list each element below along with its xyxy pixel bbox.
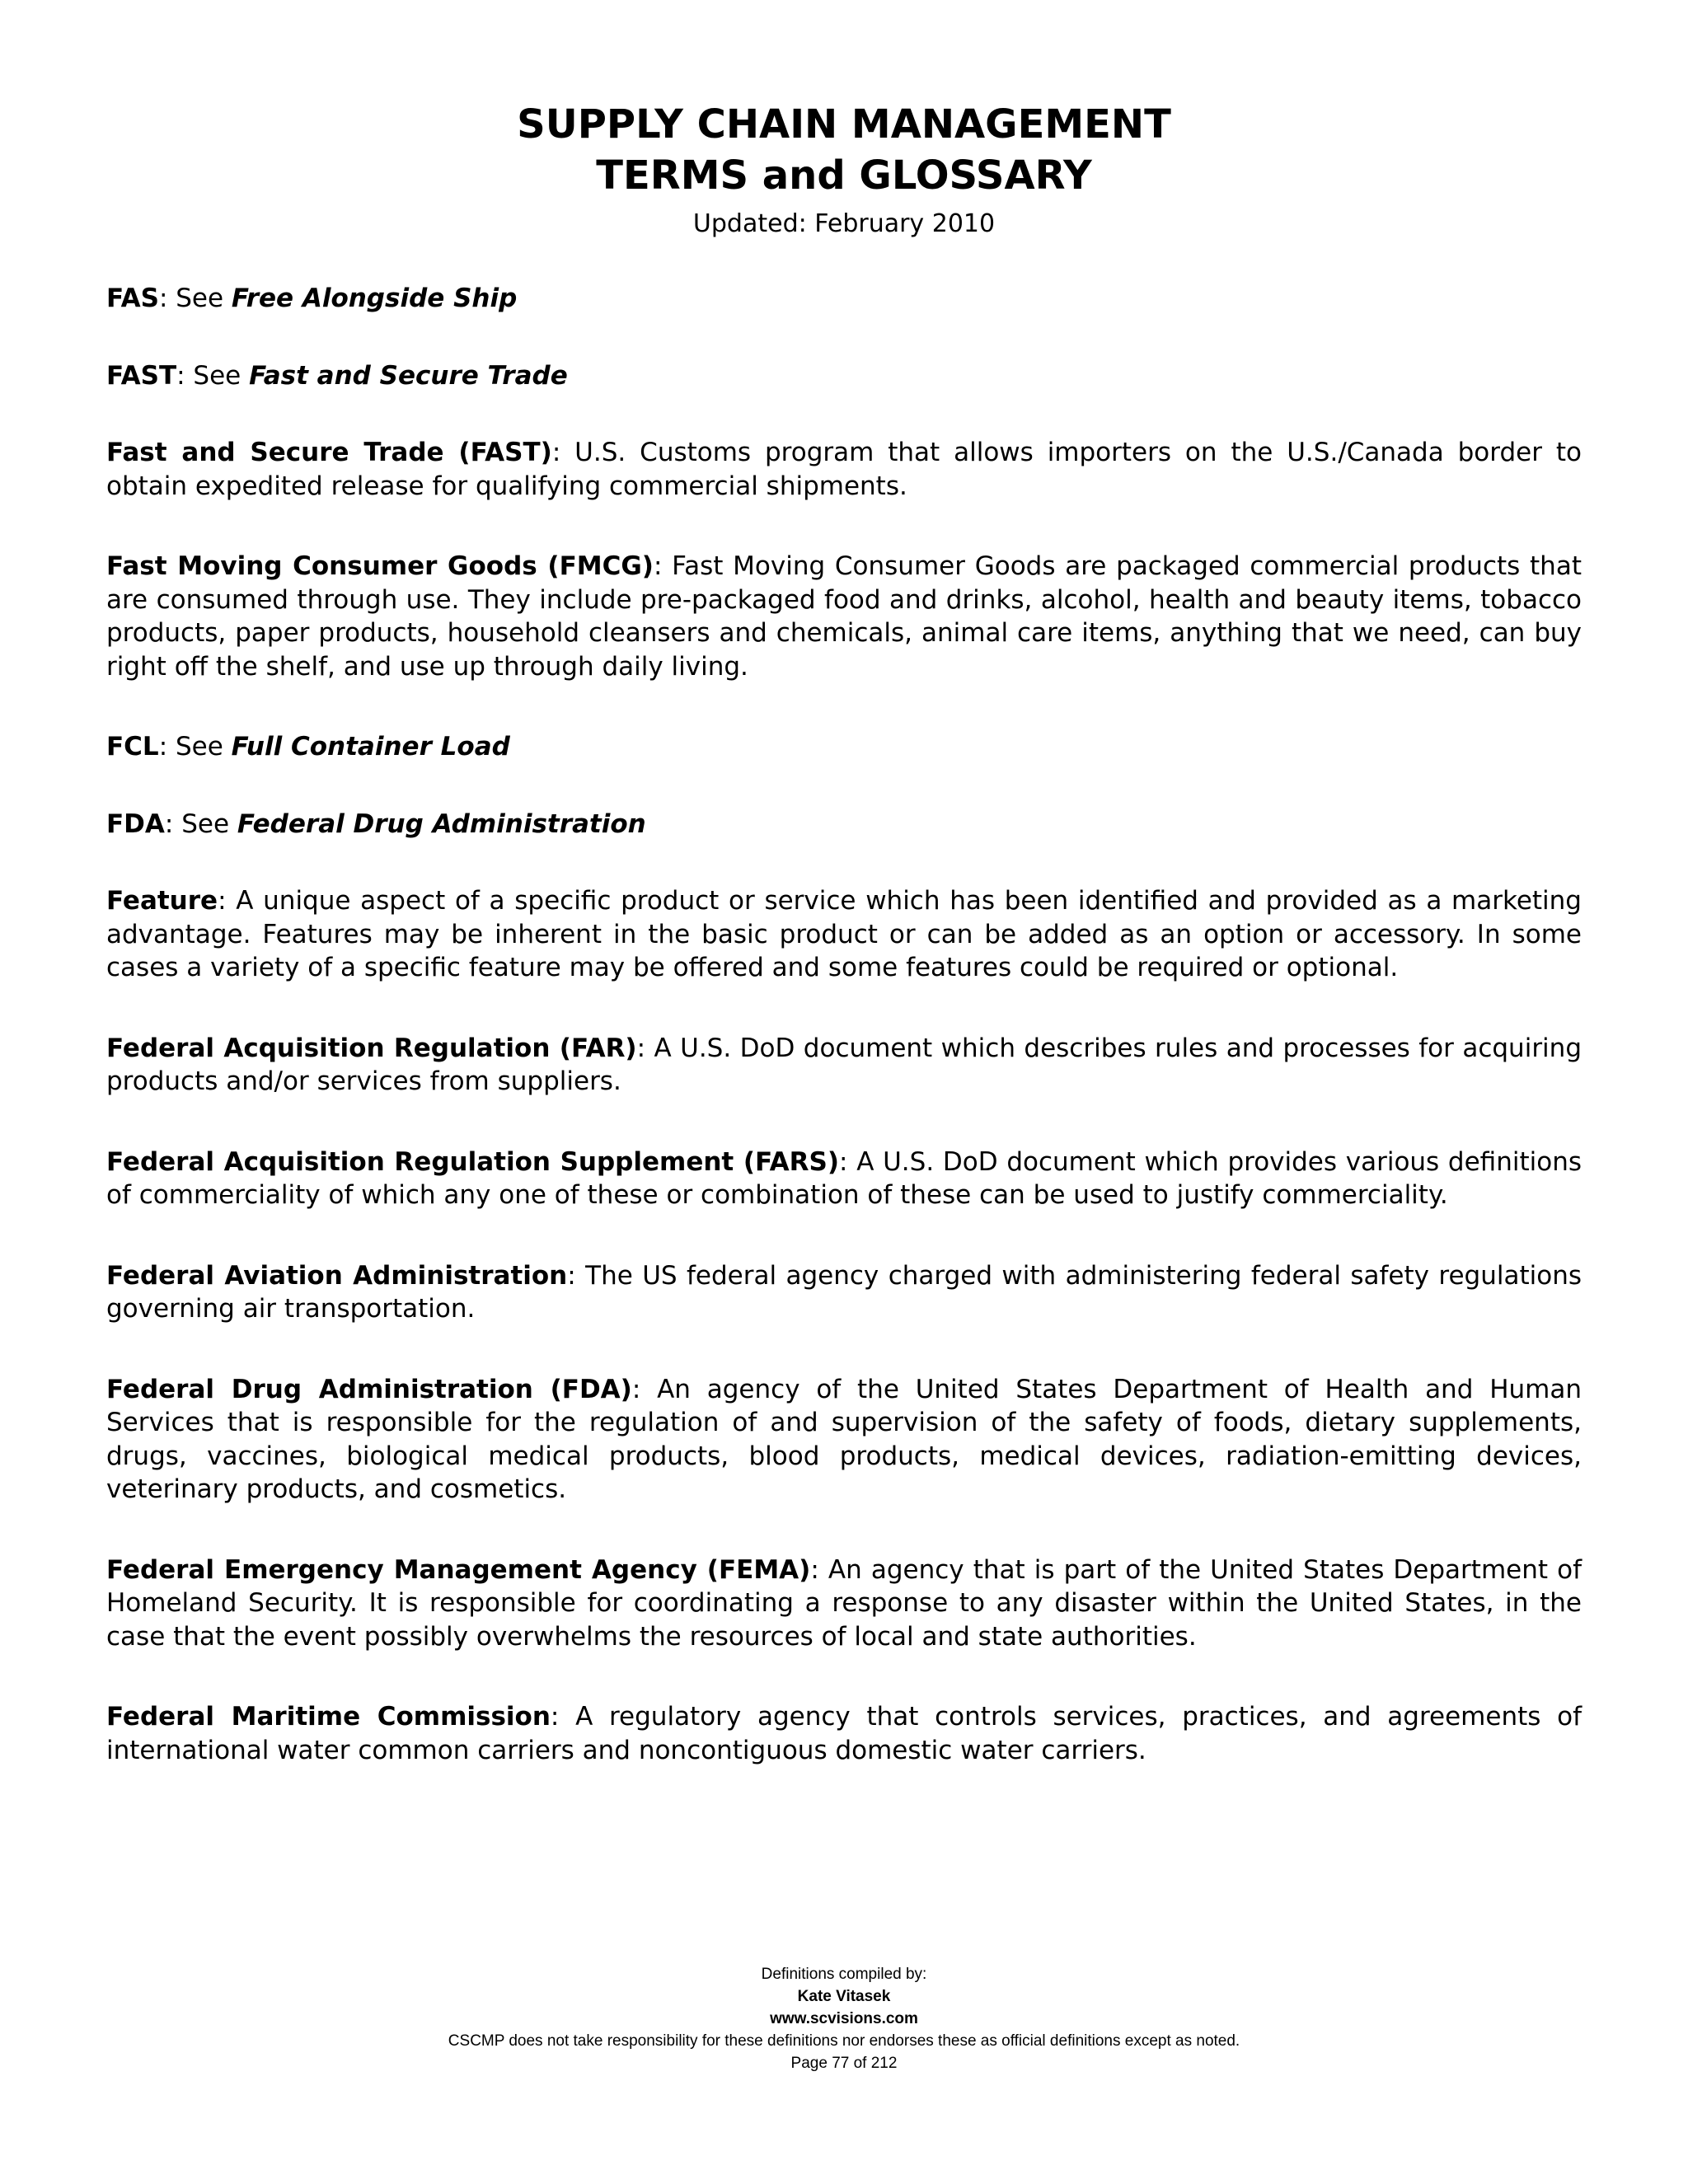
glossary-entry (106, 282, 1582, 316)
glossary-entry (106, 730, 1582, 764)
entry-term: Federal Acquisition Regulation Supplement (FARS) (106, 1146, 840, 1177)
glossary-entry (106, 1259, 1582, 1326)
entry-term: FCL (106, 732, 159, 762)
entry-term: Federal Maritime Commission (106, 1702, 551, 1732)
page-number: Page 77 of 212 (790, 2055, 898, 2072)
entry-term: Federal Acquisition Regulation (FAR) (106, 1033, 637, 1063)
entry-definition: : A U.S. DoD document which provides various definitions of commerciality of which any one of these or combination of these can be used to justify commerciality. (106, 1146, 1582, 1210)
entry-term: Federal Drug Administration (FDA) (106, 1374, 632, 1404)
entry-term: Federal Aviation Administration (106, 1260, 568, 1291)
entry-definition: : A regulatory agency that controls services, practices, and agreements of international water common carriers and noncontiguous domestic water carriers. (106, 1702, 1582, 1765)
disclaimer: CSCMP does not take responsibility for these definitions nor endorses these as official definitions except as noted. (448, 2032, 1240, 2050)
glossary-entry (106, 808, 1582, 841)
glossary-entry (106, 1554, 1582, 1654)
entry-definition: : U.S. Customs program that allows importers on the U.S./Canada border to obtain expedited release for qualifying commercial shipments. (106, 438, 1582, 501)
glossary-entry (106, 1146, 1582, 1212)
glossary-entry (106, 1700, 1582, 1767)
updated-date: Updated: February 2010 (692, 209, 996, 238)
page-title-line-1: SUPPLY CHAIN MANAGEMENT (517, 101, 1171, 148)
entry-term: Feature (106, 886, 218, 916)
entry-reference: Fast and Secure Trade (249, 360, 568, 391)
entry-reference: Free Alongside Ship (231, 284, 518, 313)
entry-term: FDA (106, 808, 165, 839)
entry-separator: : See (158, 732, 232, 762)
glossary-entry (106, 550, 1582, 683)
entry-definition: : The US federal agency charged with administering federal safety regulations governing air transportation. (106, 1260, 1582, 1324)
glossary-entry (106, 884, 1582, 985)
glossary-entries (106, 282, 1582, 1814)
glossary-entry (106, 359, 1582, 393)
page-footer (0, 1963, 1688, 2074)
glossary-entry (106, 436, 1582, 503)
entry-term: Federal Emergency Management Agency (FEMA) (106, 1554, 811, 1585)
page-header (0, 99, 1688, 241)
entry-reference: Federal Drug Administration (237, 808, 646, 839)
entry-separator: : See (164, 808, 237, 839)
compiled-by-label: Definitions compiled by: (761, 1966, 927, 1983)
website-link[interactable]: www.scvisions.com (770, 2010, 918, 2027)
page-title-line-2: TERMS and GLOSSARY (596, 152, 1092, 199)
entry-definition: : An agency that is part of the United States Department of Homeland Security. It is responsible for coordinating a response to any disaster within the United States, in the case that the event possibly overwhelms the resources of local and state authorities. (106, 1554, 1582, 1652)
glossary-entry (106, 1032, 1582, 1099)
entry-separator: : See (176, 360, 250, 391)
glossary-entry (106, 1373, 1582, 1507)
entry-term: Fast Moving Consumer Goods (FMCG) (106, 551, 654, 581)
entry-reference: Full Container Load (231, 732, 510, 762)
entry-separator: : See (158, 284, 232, 313)
entry-definition: : A U.S. DoD document which describes rules and processes for acquiring products and/or services from suppliers. (106, 1033, 1582, 1096)
entry-term: FAS (106, 284, 159, 313)
entry-definition: : An agency of the United States Department of Health and Human Services that is responsible for the regulation of and supervision of the safety of foods, dietary supplements, drugs, vaccines, biological medical products, blood products, medical devices, radiation-emitting devices, veterinary products, and cosmetics. (106, 1374, 1582, 1504)
author-name: Kate Vitasek (797, 1988, 891, 2005)
entry-term: Fast and Secure Trade (FAST) (106, 438, 552, 467)
entry-definition: : Fast Moving Consumer Goods are packaged commercial products that are consumed through use. They include pre-packaged food and drinks, alcohol, health and beauty items, tobacco products, paper products, household cleansers and chemicals, animal care items, anything that we need, can buy right off the shelf, and use up through daily living. (106, 551, 1582, 682)
entry-term: FAST (106, 360, 177, 391)
entry-definition: : A unique aspect of a specific product or service which has been identified and provided as a marketing advantage. Features may be inherent in the basic product or can be added as an option or accessory. In some cases a variety of a specific feature may be offered and some features could be required or optional. (106, 886, 1582, 982)
